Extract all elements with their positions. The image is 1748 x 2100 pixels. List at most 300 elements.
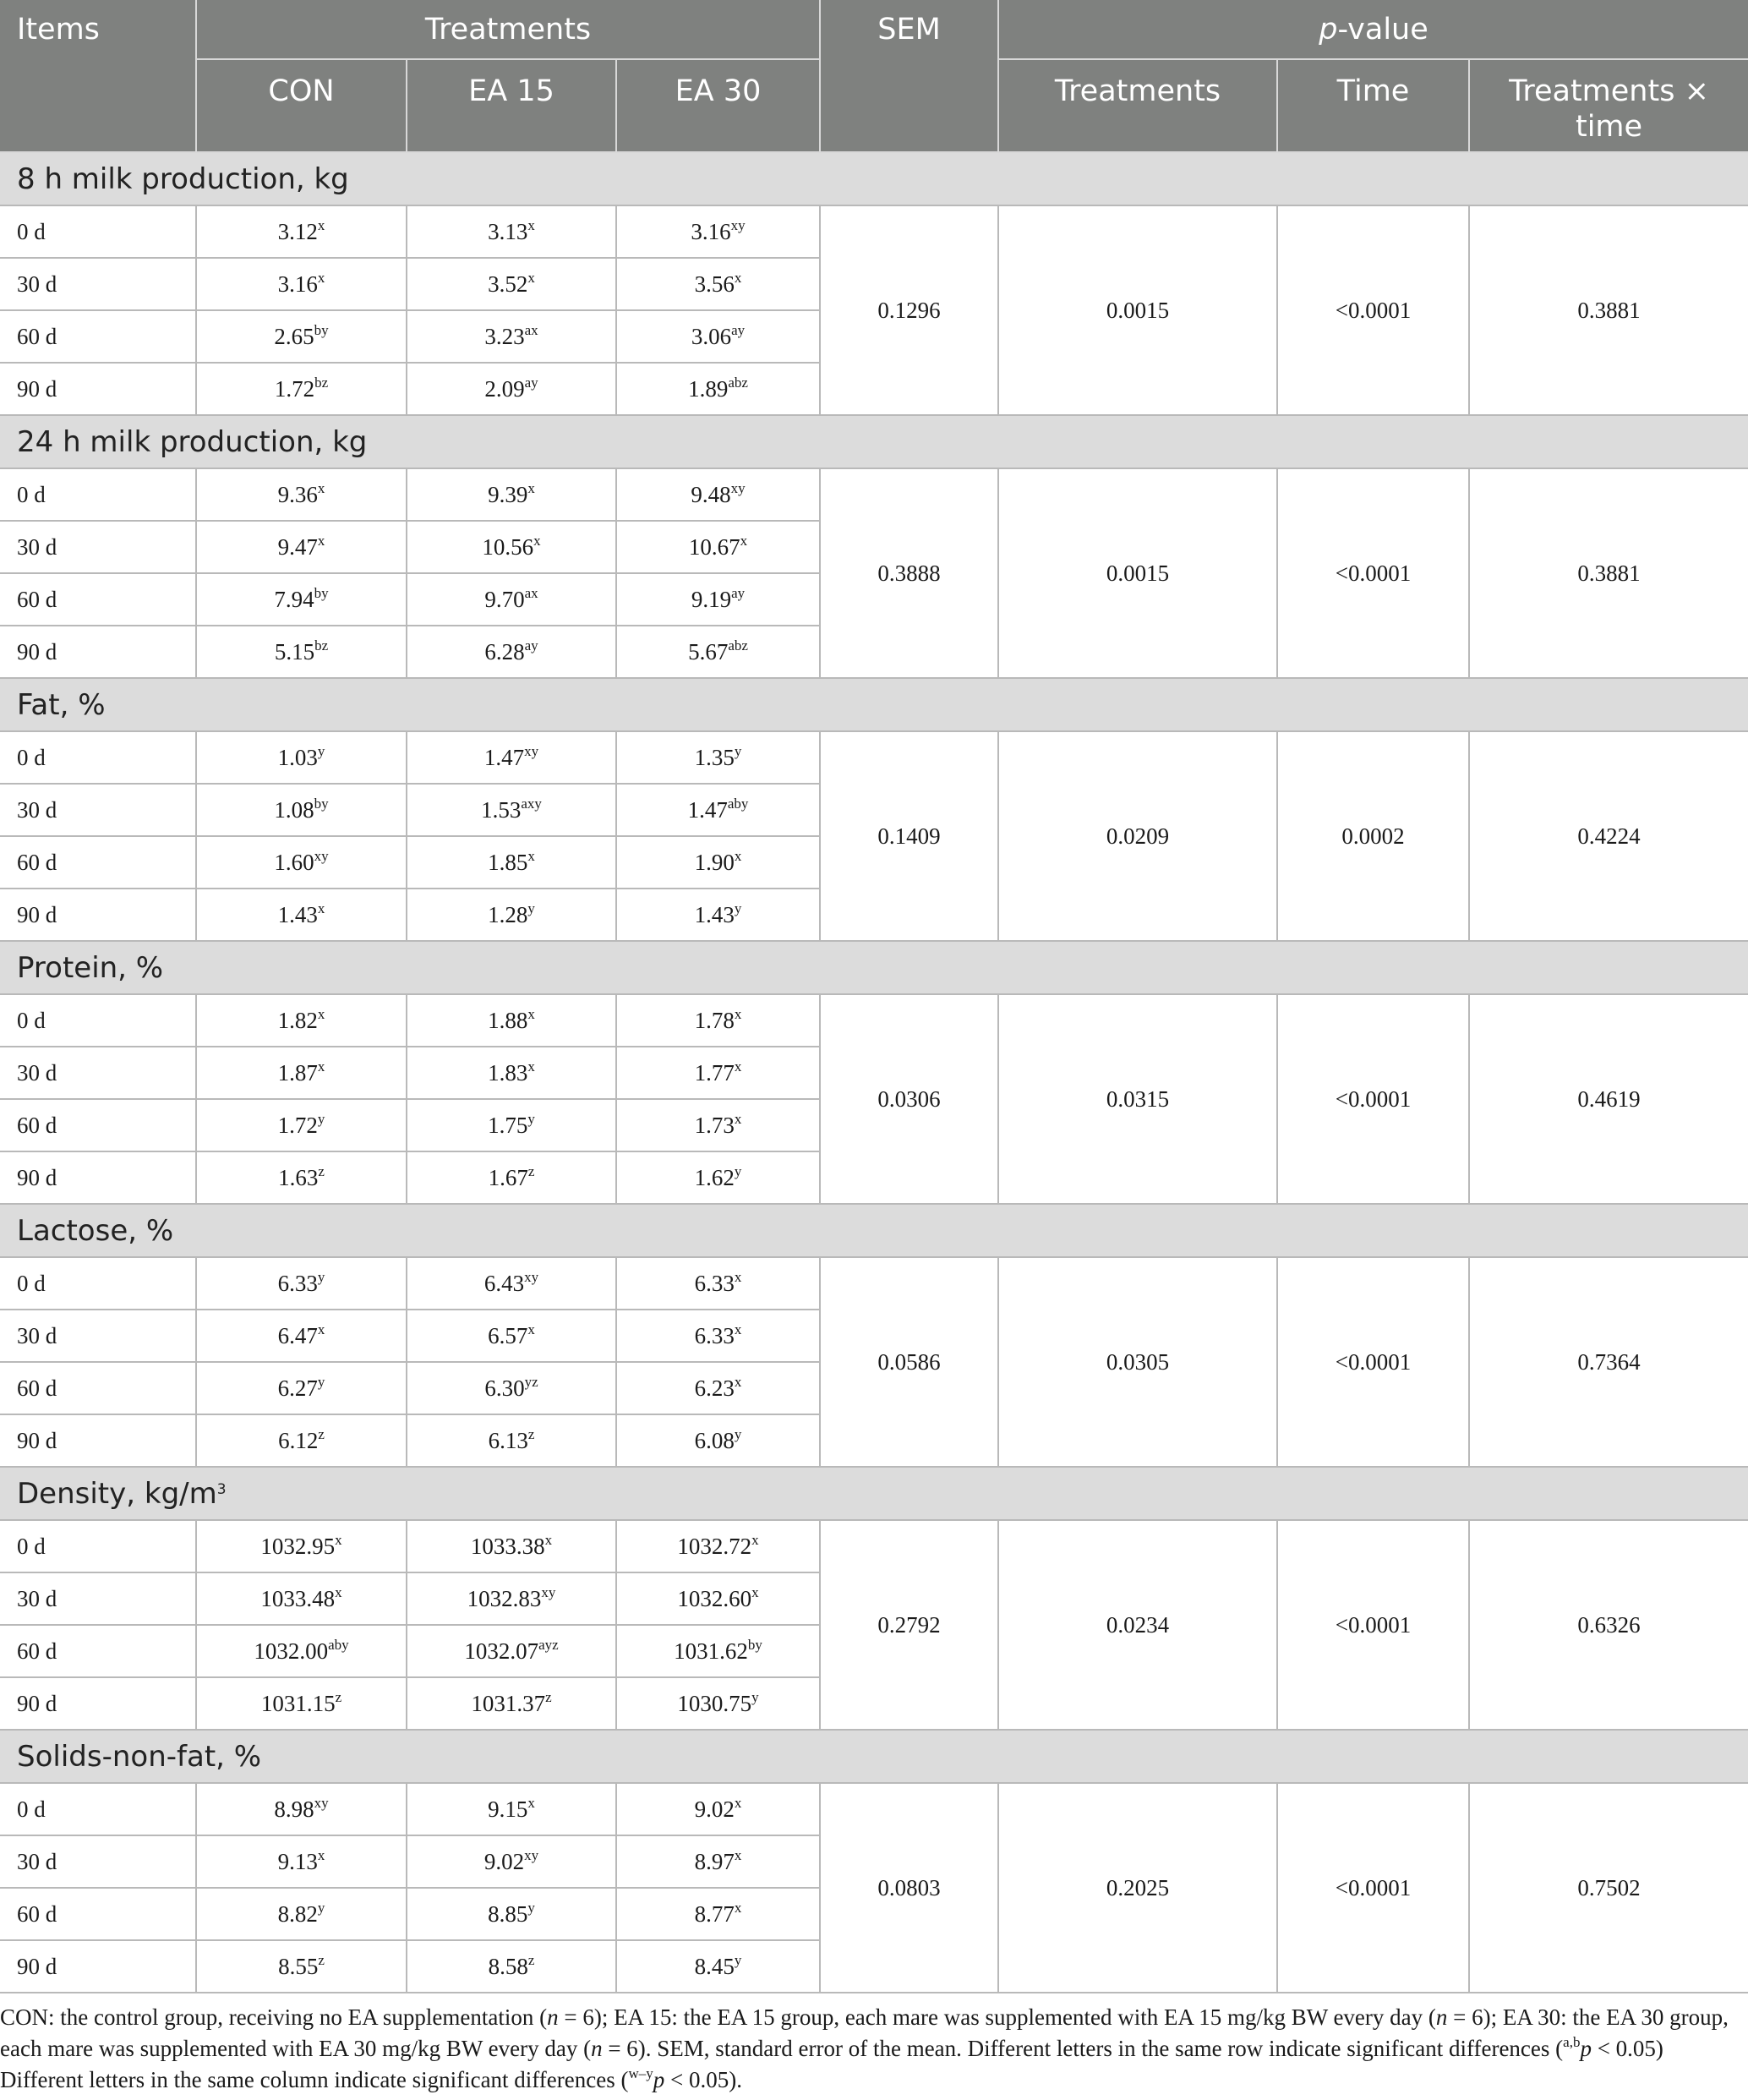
cell-superscript: y [317,1899,325,1916]
cell-value: 8.82 [277,1900,318,1927]
row-label: 30 d [0,258,196,310]
row-label: 0 d [0,731,196,784]
cell-ea15 [407,626,616,678]
cell-con [196,1362,407,1414]
cell-ea15 [407,1888,616,1940]
row-label: 90 d [0,1414,196,1467]
section-title-text: Fat, % [17,687,106,722]
cell-ea30 [616,1888,820,1940]
cell-superscript: z [318,1425,325,1442]
cell-value: 3.56 [694,271,735,297]
cell-superscript: z [527,1425,535,1442]
cell-value: 1032.83 [467,1585,542,1611]
header-p-time: Time [1277,59,1469,152]
table-row [0,731,1748,784]
cell-value: 1.63 [278,1164,319,1190]
p-treatments-value: 0.0015 [998,468,1277,678]
section-row [0,1204,1748,1257]
sem-value: 0.2792 [820,1520,998,1730]
cell-con [196,1047,407,1099]
cell-con [196,1099,407,1151]
cell-superscript: x [317,532,325,549]
cell-superscript: x [335,1531,342,1548]
cell-con [196,1783,407,1835]
cell-ea15 [407,1783,616,1835]
cell-superscript: ax [524,584,538,601]
cell-con [196,1835,407,1888]
cell-value: 1.60 [274,849,314,875]
cell-ea15 [407,1572,616,1625]
section-title [0,1204,1748,1257]
cell-superscript: by [314,795,329,812]
cell-con [196,1414,407,1467]
cell-superscript: y [317,1268,325,1285]
cell-ea15 [407,310,616,363]
cell-ea30 [616,1940,820,1993]
cell-ea15 [407,363,616,415]
row-label: 0 d [0,1520,196,1572]
cell-superscript: x [317,1846,325,1863]
cell-value: 1031.15 [260,1690,336,1716]
p-treatments-value: 0.0305 [998,1257,1277,1467]
cell-ea30 [616,468,820,521]
footnote-n: n [547,2004,559,2030]
cell-value: 6.13 [488,1427,528,1453]
cell-superscript: x [527,1794,535,1811]
cell-ea30 [616,1625,820,1677]
cell-superscript: x [734,1058,742,1075]
footnote [0,2002,1741,2096]
cell-ea15 [407,258,616,310]
cell-value: 1.43 [694,901,735,927]
cell-superscript: y [527,1899,535,1916]
cell-superscript: x [734,1794,742,1811]
cell-superscript: x [734,1846,742,1863]
cell-superscript: y [734,1425,742,1442]
cell-ea15 [407,1151,616,1204]
cell-superscript: x [317,216,325,233]
cell-ea30 [616,1520,820,1572]
cell-ea15 [407,1520,616,1572]
cell-superscript: x [734,1899,742,1916]
cell-superscript: z [545,1688,552,1705]
cell-value: 2.09 [484,375,525,402]
cell-value: 1.89 [688,375,729,402]
row-label: 30 d [0,521,196,573]
header-p-interaction: Treatments × time [1469,59,1748,152]
cell-value: 1.77 [694,1059,735,1086]
cell-value: 9.39 [488,481,528,507]
cell-value: 6.33 [694,1322,735,1348]
cell-con [196,889,407,941]
cell-ea15 [407,1625,616,1677]
p-time-value: <0.0001 [1277,1257,1469,1467]
section-title [0,152,1748,205]
header-treatments: Treatments [196,0,820,59]
cell-value: 9.02 [483,1848,525,1874]
section-row [0,678,1748,731]
cell-superscript: x [527,1058,535,1075]
cell-ea15 [407,1047,616,1099]
row-label: 60 d [0,1625,196,1677]
cell-con [196,784,407,836]
cell-value: 1.43 [277,901,318,927]
cell-value: 6.28 [484,638,525,664]
section-row [0,415,1748,468]
cell-superscript: ayz [538,1636,559,1653]
cell-value: 3.13 [488,218,528,244]
cell-value: 1.88 [488,1007,528,1033]
row-label: 30 d [0,1310,196,1362]
cell-superscript: x [527,216,535,233]
header-items: Items [0,0,196,152]
cell-value: 2.65 [274,323,314,349]
cell-ea15 [407,1940,616,1993]
section-title-text: Solids-non-fat, % [17,1739,262,1774]
cell-ea30 [616,363,820,415]
cell-value: 6.43 [483,1270,525,1296]
cell-value: 1.72 [277,1112,318,1138]
cell-value: 3.12 [277,218,318,244]
cell-superscript: ay [731,584,746,601]
cell-superscript: z [335,1688,342,1705]
cell-value: 8.85 [488,1900,528,1927]
cell-superscript: xy [314,847,329,864]
cell-value: 1.82 [277,1007,318,1033]
cell-ea15 [407,1099,616,1151]
cell-con [196,573,407,626]
table-row [0,205,1748,258]
row-label: 90 d [0,1940,196,1993]
cell-con [196,1310,407,1362]
cell-con [196,310,407,363]
p-time-value: <0.0001 [1277,994,1469,1204]
footnote-text: = 6). SEM, standard error of the mean. Different letters in the same row indicate significant differences ( [602,2036,1564,2061]
p-interaction-value: 0.3881 [1469,205,1748,415]
cell-value: 1033.48 [260,1585,336,1611]
p-interaction-value: 0.3881 [1469,468,1748,678]
cell-ea30 [616,994,820,1047]
cell-ea30 [616,1835,820,1888]
cell-superscript: aby [727,795,749,812]
row-label: 30 d [0,784,196,836]
row-label: 90 d [0,626,196,678]
cell-con [196,994,407,1047]
cell-ea30 [616,310,820,363]
cell-superscript: x [734,1373,742,1390]
cell-value: 6.27 [277,1375,318,1401]
cell-superscript: xy [730,216,746,233]
header-pvalue-p: p [1319,12,1338,46]
cell-value: 7.94 [274,586,314,612]
cell-superscript: x [527,847,535,864]
cell-value: 6.33 [277,1270,318,1296]
cell-superscript: ay [524,374,538,391]
cell-ea30 [616,1257,820,1310]
cell-ea30 [616,1783,820,1835]
cell-superscript: xy [524,1268,539,1285]
cell-value: 1.67 [488,1164,528,1190]
header-pvalue-rest: -value [1337,12,1428,46]
footnote-p: p [1580,2036,1592,2061]
row-label: 60 d [0,1888,196,1940]
table-row [0,1783,1748,1835]
cell-superscript: y [527,900,535,916]
cell-value: 6.57 [488,1322,528,1348]
cell-superscript: xy [541,1583,556,1600]
cell-superscript: z [527,1951,535,1968]
row-label: 90 d [0,1677,196,1730]
footnote-sup: w–y [628,2065,653,2081]
footnote-p: p [653,2067,665,2092]
cell-value: 1.78 [694,1007,735,1033]
cell-value: 1032.00 [254,1638,329,1664]
cell-superscript: y [734,900,742,916]
sem-value: 0.0803 [820,1783,998,1993]
cell-superscript: xy [314,1794,329,1811]
cell-superscript: x [544,1531,553,1548]
cell-con [196,1520,407,1572]
cell-value: 1032.95 [260,1533,336,1559]
cell-superscript: yz [524,1373,538,1390]
header-ea30: EA 30 [616,59,820,152]
footnote-text: < 0.05). [664,2067,742,2092]
cell-superscript: by [314,584,329,601]
footnote-n: n [1435,2004,1448,2030]
cell-con [196,836,407,889]
cell-value: 9.48 [691,481,731,507]
cell-value: 3.16 [691,218,731,244]
cell-superscript: abz [728,637,748,654]
section-row [0,152,1748,205]
section-row [0,941,1748,994]
cell-value: 1.75 [488,1112,528,1138]
cell-value: 1.73 [694,1112,735,1138]
cell-con [196,1572,407,1625]
cell-value: 1.03 [277,744,318,770]
cell-ea15 [407,205,616,258]
footnote-text: < 0.05) Different letters in the same column indicate significant differences ( [0,2036,1663,2092]
cell-con [196,258,407,310]
header-sem: SEM [820,0,998,152]
cell-superscript: x [317,1058,325,1075]
cell-con [196,521,407,573]
p-time-value: <0.0001 [1277,468,1469,678]
section-title-text: 8 h milk production, kg [17,161,349,196]
cell-superscript: xy [524,1846,539,1863]
cell-ea30 [616,258,820,310]
cell-superscript: x [734,1268,742,1285]
cell-ea30 [616,1151,820,1204]
cell-ea30 [616,626,820,678]
row-label: 30 d [0,1572,196,1625]
cell-con [196,363,407,415]
cell-superscript: x [527,269,535,286]
p-interaction-value: 0.4619 [1469,994,1748,1204]
cell-value: 1.72 [274,375,315,402]
cell-superscript: by [747,1636,762,1653]
cell-superscript: x [317,1321,325,1337]
cell-superscript: y [734,1951,742,1968]
cell-ea30 [616,521,820,573]
cell-ea15 [407,573,616,626]
cell-value: 9.02 [694,1796,735,1822]
cell-superscript: z [318,1162,325,1179]
cell-con [196,468,407,521]
cell-ea30 [616,1310,820,1362]
cell-value: 5.15 [274,638,315,664]
cell-superscript: y [317,1373,325,1390]
cell-superscript: y [734,1162,742,1179]
cell-ea30 [616,1572,820,1625]
row-label: 60 d [0,1099,196,1151]
cell-value: 1.47 [483,744,525,770]
cell-value: 8.97 [694,1848,735,1874]
cell-superscript: z [318,1951,325,1968]
p-time-value: <0.0001 [1277,205,1469,415]
cell-ea30 [616,836,820,889]
table-row [0,994,1748,1047]
header-pvalue [998,0,1748,59]
cell-ea30 [616,205,820,258]
cell-value: 6.33 [694,1270,735,1296]
cell-value: 8.98 [274,1796,314,1822]
header-ea15: EA 15 [407,59,616,152]
row-label: 60 d [0,1362,196,1414]
cell-value: 9.36 [277,481,318,507]
p-treatments-value: 0.0234 [998,1520,1277,1730]
cell-value: 8.45 [694,1953,735,1979]
cell-ea15 [407,1835,616,1888]
p-interaction-value: 0.4224 [1469,731,1748,941]
sem-value: 0.1409 [820,731,998,941]
cell-ea30 [616,889,820,941]
cell-value: 1.53 [481,796,522,823]
row-label: 90 d [0,889,196,941]
cell-superscript: by [314,321,329,338]
cell-ea30 [616,1099,820,1151]
footnote-text: CON: the control group, receiving no EA supplementation ( [0,2004,548,2030]
cell-superscript: xy [524,742,539,759]
cell-ea30 [616,731,820,784]
cell-value: 3.23 [484,323,525,349]
cell-superscript: bz [314,637,329,654]
cell-value: 1031.37 [471,1690,546,1716]
cell-value: 5.67 [688,638,729,664]
cell-ea15 [407,1257,616,1310]
cell-value: 10.56 [482,533,534,560]
cell-superscript: x [734,1321,742,1337]
cell-superscript: x [317,1005,325,1022]
cell-value: 9.19 [691,586,732,612]
footnote-sup: a,b [1563,2034,1581,2050]
cell-superscript: x [734,269,742,286]
row-label: 0 d [0,994,196,1047]
cell-superscript: xy [730,479,746,496]
cell-ea15 [407,784,616,836]
p-time-value: <0.0001 [1277,1520,1469,1730]
p-treatments-value: 0.0209 [998,731,1277,941]
cell-value: 1.62 [694,1164,735,1190]
cell-value: 1.87 [277,1059,318,1086]
section-row [0,1467,1748,1520]
cell-value: 6.12 [278,1427,319,1453]
cell-superscript: x [317,269,325,286]
cell-superscript: x [740,532,748,549]
row-label: 60 d [0,310,196,363]
p-time-value: 0.0002 [1277,731,1469,941]
cell-superscript: x [527,479,535,496]
table-row [0,1520,1748,1572]
row-label: 60 d [0,573,196,626]
row-label: 0 d [0,205,196,258]
cell-ea15 [407,1362,616,1414]
section-title-sup: 3 [216,1480,227,1498]
cell-con [196,1888,407,1940]
cell-superscript: x [751,1531,759,1548]
section-row [0,1730,1748,1783]
cell-ea15 [407,521,616,573]
sem-value: 0.3888 [820,468,998,678]
cell-ea30 [616,1047,820,1099]
cell-superscript: x [533,532,541,549]
cell-ea30 [616,573,820,626]
p-interaction-value: 0.6326 [1469,1520,1748,1730]
cell-superscript: ay [731,321,746,338]
cell-value: 8.55 [278,1953,319,1979]
cell-ea15 [407,1414,616,1467]
row-label: 30 d [0,1047,196,1099]
section-title [0,1467,1748,1520]
cell-ea15 [407,994,616,1047]
cell-value: 6.30 [484,1375,525,1401]
cell-con [196,1257,407,1310]
cell-superscript: ax [524,321,538,338]
row-label: 30 d [0,1835,196,1888]
p-interaction-value: 0.7502 [1469,1783,1748,1993]
cell-ea15 [407,889,616,941]
cell-superscript: x [734,1110,742,1127]
footnote-n: n [591,2036,603,2061]
cell-value: 10.67 [688,533,740,560]
cell-value: 8.77 [694,1900,735,1927]
cell-superscript: y [734,742,742,759]
cell-value: 1.83 [488,1059,528,1086]
section-title-text: 24 h milk production, kg [17,424,368,459]
cell-con [196,731,407,784]
row-label: 0 d [0,468,196,521]
row-label: 60 d [0,836,196,889]
cell-superscript: aby [328,1636,349,1653]
cell-superscript: ay [524,637,538,654]
sem-value: 0.0586 [820,1257,998,1467]
cell-value: 9.13 [277,1848,318,1874]
row-label: 0 d [0,1257,196,1310]
section-title [0,678,1748,731]
cell-superscript: y [317,742,325,759]
footnote-text: = 6); EA 30: the EA 30 group, each mare was supplemented with EA 30 mg/kg BW every day ( [0,2004,1729,2061]
table-row [0,1257,1748,1310]
p-interaction-value: 0.7364 [1469,1257,1748,1467]
cell-superscript: x [734,847,742,864]
cell-con [196,1625,407,1677]
header-p-treatments: Treatments [998,59,1277,152]
cell-value: 9.15 [488,1796,528,1822]
section-title [0,1730,1748,1783]
table-row [0,468,1748,521]
cell-con [196,1940,407,1993]
cell-value: 1032.72 [677,1533,752,1559]
